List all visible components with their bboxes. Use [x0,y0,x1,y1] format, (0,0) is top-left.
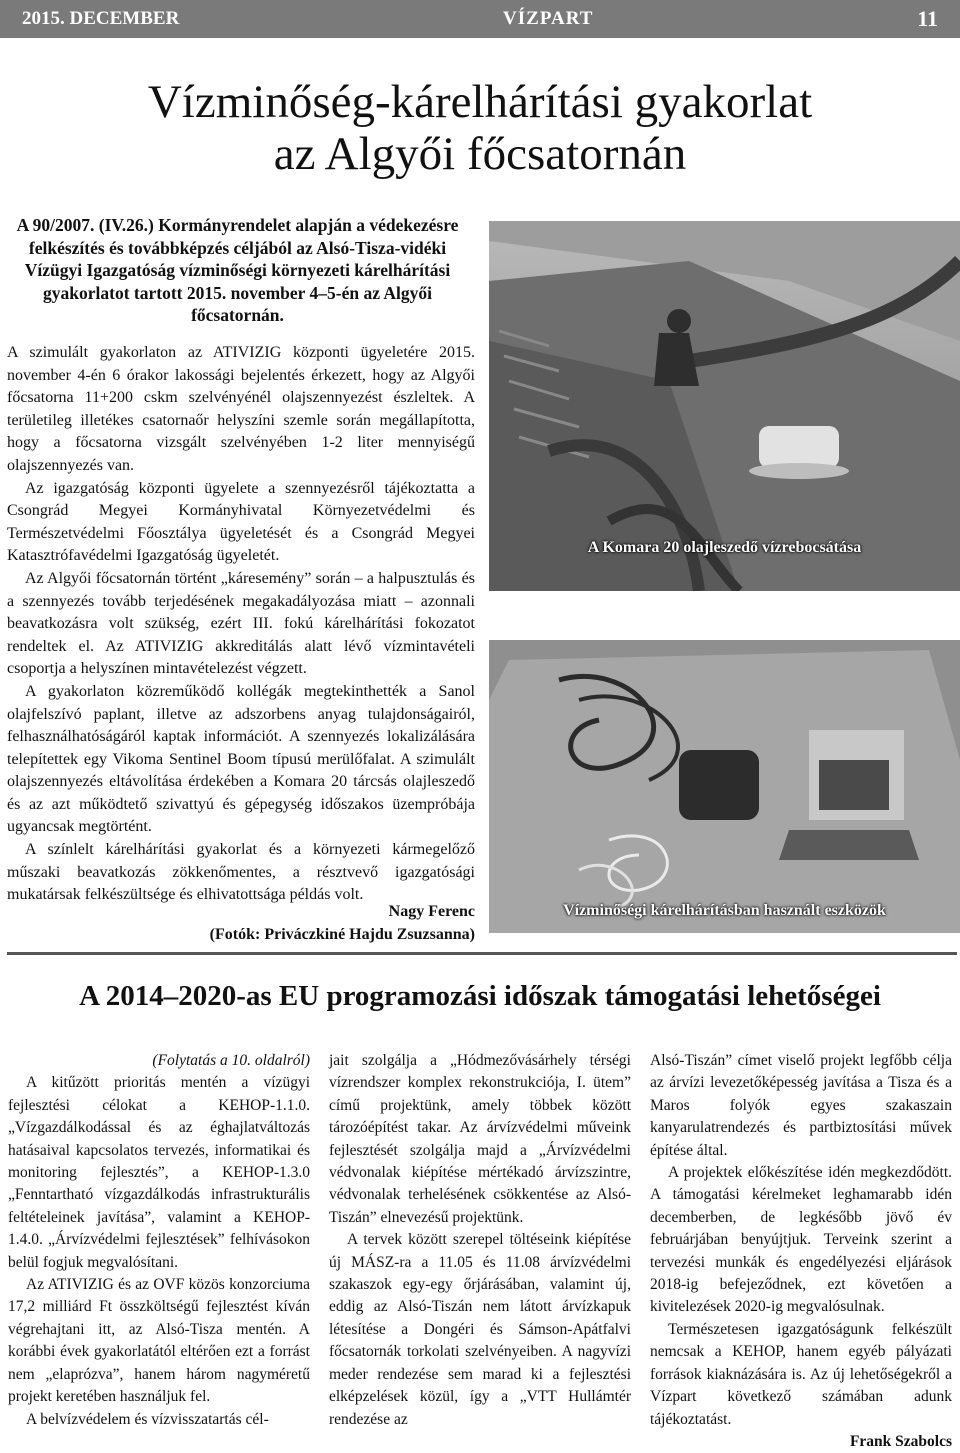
article-paragraph: Alsó-Tiszán” címet viselő projekt legfőbb célja az árvízi levezetőképesség javítása a Tisza és a Maros folyók egyes szakaszain kanyarulatrendezés és partbiztosítási művek építése által. [650,1052,952,1159]
article-column [8,1050,310,1431]
article-title-line-2: az Algyői főcsatornán [273,128,687,180]
photo-caption: A Komara 20 olajleszedő vízrebocsátása [587,539,862,556]
article-title [0,76,960,180]
publication-name: VÍZPART [503,8,594,29]
author-name: Nagy Ferenc [388,903,475,920]
photo-credit: (Fotók: Priváczkiné Hajdu Zsuzsanna) [209,925,475,943]
article-paragraph: jait szolgálja a „Hódmezővásárhely térségi vízrendszer komplex rekonstrukciója, I. ütem” című projektünk, amely többek között tározóépítést takar. Az árvízvédelmi műveink fejlesztését szolgálja majd a „Árvízvédelmi védvonalak kiépítése mértékadó árvízszintre, védvonalak terhelésének csökkentése az Alsó-Tiszán” elnevezésű projektünk. [329,1052,631,1226]
author-name: Frank Szabolcs [849,1432,952,1450]
article-title: A 2014–2020-as EU programozási időszak támogatási lehetőségei [79,980,881,1012]
page-header [0,0,960,38]
photo-equipment-illustration [489,640,960,933]
section-divider [7,952,957,955]
page-number: 11 [917,6,938,31]
continued-note: (Folytatás a 10. oldalról) [152,1052,310,1069]
photo-oil-skimmer-illustration [489,221,960,591]
article-paragraph: Természetesen igazgatóságunk felkészült nemcsak a KEHOP, hanem egyéb pályázati források kiaknázására is. Az új lehetőségekről a Vízpart következő számában adunk tájékoztatást. [650,1320,952,1428]
article-body [7,342,475,907]
article-paragraph: A kitűzött prioritás mentén a vízügyi fejlesztési célokat a KEHOP-1.1.0. „Vízgazdálkodással és az éghajlatváltozás hatásaival kapcsolatos tervezés, informatikai és monitoring fejlesztés”, a KEHOP-1.3.0 „Fenntartható vízgazdálkodás infrastrukturális feltételeinek javítása”, valamint a KEHOP-1.4.0. „Árvízvédelmi fejlesztések” felhívásokon belül fogjuk megvalósítani. [8,1074,310,1271]
photo-equipment [489,640,960,933]
article-paragraph: A színlelt kárelhárítási gyakorlat és a környezeti kármegelőző műszaki beavatkozás zökkenőmentes, a résztvevő igazgatósági mukatársak felkészültsége és elhivatottsága példás volt. [7,841,475,904]
article-paragraph: A belvízvédelem és vízvisszatartás cél- [26,1410,269,1428]
article-paragraph: Az igazgatóság központi ügyelete a szennyezésről tájékoztatta a Csongrád Megyei Kormányhivatal Környezetvédelmi és Természetvédelmi Főosztálya ügyeletését és a Csongrád Megyei Katasztrófavédelmi Igazgatóság ügyeletét. [7,479,475,565]
article-paragraph: A szimulált gyakorlaton az ATIVIZIG központi ügyeletére 2015. november 4-én 6 órakor lakossági bejelentés érkezett, hogy az Algyői főcsatorna 11+200 cskm szelvényénél olajszennyezést észleltek. A területileg illetékes csatornaőr helyszíni szemle során megállapította, hogy a főcsatorna vizsgált szelvényében 1-2 liter mennyiségű olajszennyezés van. [7,344,475,474]
article-paragraph: Az ATIVIZIG és az OVF közös konzorciuma 17,2 milliárd Ft összköltségű fejlesztést kíván végrehajtani itt, az Alsó-Tisza mentén. A korábbi évek gyakorlatától eltérően ezt a forrást nem „elaprózva”, hanem három nagyméretű projekt keretében használjuk fel. [8,1276,310,1406]
article-paragraph: Az Algyői főcsatornán történt „káresemény” során – a halpusztulás és a szennyezés tovább terjedésének megakadályozása miatt – azonnali beavatkozásra volt szükség, ezért III. fokú kárelhárítási fokozatot rendeltek el. Az ATIVIZIG akkreditálás alatt lévő vízmintavételi csoportja a helyszínen mintavételezést végzett. [7,569,475,678]
photo-oil-skimmer [489,221,960,591]
issue-date: 2015. DECEMBER [22,8,180,29]
article-column [329,1050,631,1431]
article-column [650,1050,952,1453]
article-paragraph: A tervek között szerepel töltéseink kiépítése új MÁSZ-ra a 11.05 és 11.08 árvízvédelmi szakaszok egy-egy őrjárásában, valamint új, eddig az Alsó-Tiszán nem látott árvízkapuk létesítése a Dongéri és Sámson-Apátfalvi főcsatornák torkolati szelvényeiben. A nagyvízi meder rendezése sem marad ki a fejlesztési elképzelések közül, így a „VTT Hullámtér rendezése az [329,1231,631,1428]
article-paragraph: A gyakorlaton közreműködő kollégák megtekinthették a Sanol olajfelszívó paplant, illetve az adszorbens anyag tulajdonságairól, felhasználhatóságáról kaptak információt. A szennyezés lokalizálására telepítettek egy Vikoma Sentinel Boom típusú merülőfalat. A szimulált olajszennyezés eltávolítása érdekében a Komara 20 tárcsás olajleszedő és az azt működtető szivattyú és gépegység időszakos üzempróbája ugyancsak megtörtént. [7,682,475,836]
article-signature [7,901,475,946]
article-paragraph: A projektek előkészítése idén megkezdődött. A támogatási kérelmeket leghamarabb idén decemberben, de legkésőbb jövő év februárjában benyújtjuk. Terveink szerint a tervezési munkák és engedélyezési eljárások 2018-ig befejeződnek, ezt követően a kivitelezések 2020-ig megvalósulnak. [650,1164,952,1316]
article-title-line-1: Vízminőség-kárelhárítási gyakorlat [147,76,813,128]
photo-caption: Vízminőségi kárelhárításban használt eszközök [563,902,886,919]
article-lead: A 90/2007. (IV.26.) Kormányrendelet alapján a védekezésre felkészítés és továbbképzés céljából az Alsó-Tisza-vidéki Vízügyi Igazgatóság vízminőségi környezeti kárelhárítási gyakorlatot tartott 2015. november 4–5-én az Algyői főcsatornán. [16,215,459,326]
